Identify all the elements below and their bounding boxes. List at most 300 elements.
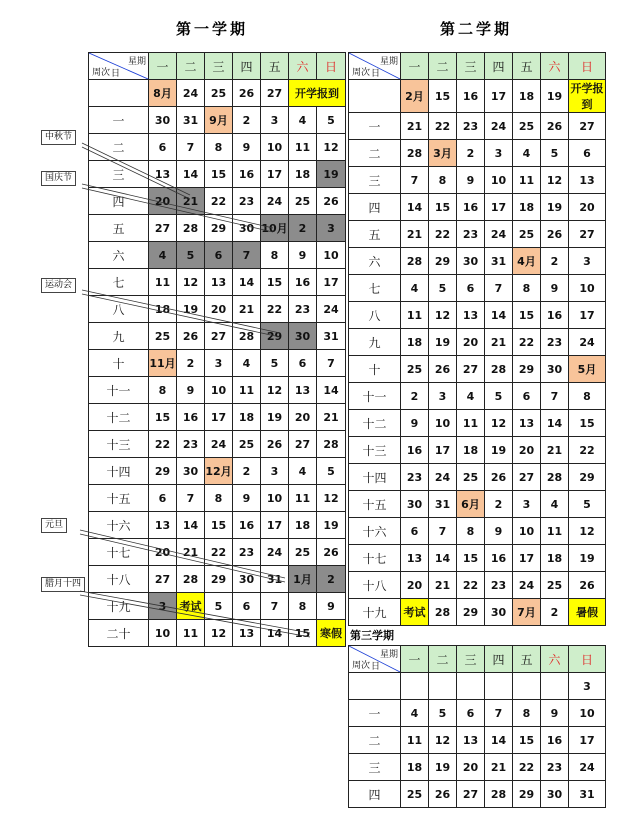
day-cell: 13 <box>205 269 233 296</box>
week-number: 六 <box>349 248 401 275</box>
day-cell: 4 <box>541 491 569 518</box>
weekday-header: 二 <box>177 53 205 80</box>
day-cell: 29 <box>429 248 457 275</box>
day-cell: 3月 <box>429 140 457 167</box>
day-cell: 18 <box>401 754 429 781</box>
day-cell: 19 <box>177 296 205 323</box>
day-cell: 20 <box>457 329 485 356</box>
day-cell: 18 <box>457 437 485 464</box>
day-cell: 9 <box>289 242 317 269</box>
day-cell: 11 <box>541 518 569 545</box>
day-cell: 13 <box>569 167 606 194</box>
day-cell: 15 <box>429 80 457 113</box>
day-cell: 27 <box>569 113 606 140</box>
day-cell: 26 <box>569 572 606 599</box>
weekday-header: 日 <box>569 53 606 80</box>
day-cell: 30 <box>401 491 429 518</box>
day-cell: 9月 <box>205 107 233 134</box>
week-number: 三 <box>349 167 401 194</box>
day-cell: 17 <box>485 194 513 221</box>
day-cell: 10 <box>485 167 513 194</box>
day-cell: 27 <box>261 80 289 107</box>
day-cell: 8 <box>513 275 541 302</box>
day-cell: 26 <box>261 431 289 458</box>
weekday-header: 三 <box>457 646 485 673</box>
day-cell: 10 <box>513 518 541 545</box>
day-cell: 14 <box>401 194 429 221</box>
week-number: 十二 <box>89 404 149 431</box>
corner-week: 周次 <box>92 68 111 78</box>
day-cell: 15 <box>513 302 541 329</box>
day-cell: 3 <box>261 107 289 134</box>
day-cell: 8月 <box>149 80 177 107</box>
day-cell: 6 <box>289 350 317 377</box>
day-cell: 3 <box>317 215 346 242</box>
day-cell: 6 <box>457 700 485 727</box>
week-number: 十五 <box>349 491 401 518</box>
day-cell: 26 <box>177 323 205 350</box>
day-cell: 2 <box>401 383 429 410</box>
day-cell: 7月 <box>513 599 541 626</box>
day-cell: 4 <box>149 242 177 269</box>
term2-title: 第二学期 <box>440 20 513 38</box>
corner-week: 周次 <box>352 661 371 671</box>
day-cell: 2 <box>177 350 205 377</box>
day-cell: 21 <box>177 539 205 566</box>
day-cell: 24 <box>569 754 606 781</box>
day-cell: 23 <box>485 572 513 599</box>
day-cell: 20 <box>205 296 233 323</box>
day-cell: 18 <box>289 512 317 539</box>
weekday-header: 三 <box>205 53 233 80</box>
day-cell: 15 <box>205 512 233 539</box>
day-cell: 6 <box>401 518 429 545</box>
weekday-header: 六 <box>541 646 569 673</box>
day-cell: 19 <box>317 161 346 188</box>
day-cell: 18 <box>513 80 541 113</box>
day-cell: 12 <box>317 485 346 512</box>
corner-day: 日 <box>371 662 381 672</box>
corner-weekday: 星期 <box>379 57 398 67</box>
weekday-header: 四 <box>485 646 513 673</box>
day-cell: 2 <box>289 215 317 242</box>
day-cell: 27 <box>457 356 485 383</box>
day-cell: 11 <box>289 485 317 512</box>
day-cell: 23 <box>457 113 485 140</box>
day-cell: 29 <box>513 356 541 383</box>
day-cell: 4 <box>457 383 485 410</box>
day-cell: 14 <box>261 620 289 647</box>
day-cell: 16 <box>541 302 569 329</box>
day-cell: 31 <box>317 323 346 350</box>
week-number: 五 <box>349 221 401 248</box>
week-number: 一 <box>349 113 401 140</box>
day-cell: 13 <box>149 161 177 188</box>
weekday-header: 二 <box>429 53 457 80</box>
day-cell: 3 <box>149 593 177 620</box>
day-cell: 4 <box>289 107 317 134</box>
day-cell: 12 <box>541 167 569 194</box>
week-number: 三 <box>349 754 401 781</box>
corner-weekday: 星期 <box>127 57 146 67</box>
day-cell: 26 <box>233 80 261 107</box>
day-cell: 7 <box>541 383 569 410</box>
week-number: 四 <box>89 188 149 215</box>
day-cell: 暑假 <box>569 599 606 626</box>
day-cell: 5 <box>429 275 457 302</box>
day-cell: 8 <box>205 485 233 512</box>
day-cell: 8 <box>569 383 606 410</box>
day-cell: 17 <box>261 512 289 539</box>
day-cell: 15 <box>457 545 485 572</box>
day-cell: 13 <box>457 302 485 329</box>
day-cell: 12 <box>485 410 513 437</box>
day-cell: 25 <box>401 781 429 808</box>
day-cell: 10 <box>317 242 346 269</box>
day-cell: 寒假 <box>317 620 346 647</box>
day-cell: 12 <box>429 302 457 329</box>
week-number: 三 <box>89 161 149 188</box>
week-number: 二 <box>349 140 401 167</box>
day-cell: 29 <box>149 458 177 485</box>
weekday-header: 五 <box>261 53 289 80</box>
week-number: 十四 <box>89 458 149 485</box>
day-cell: 31 <box>429 491 457 518</box>
day-cell: 7 <box>485 700 513 727</box>
day-cell: 29 <box>569 464 606 491</box>
day-cell: 9 <box>457 167 485 194</box>
day-cell: 9 <box>233 134 261 161</box>
day-cell: 1月 <box>289 566 317 593</box>
week-number: 十 <box>349 356 401 383</box>
day-cell: 20 <box>149 539 177 566</box>
day-cell: 6 <box>205 242 233 269</box>
day-cell: 24 <box>485 113 513 140</box>
day-cell: 23 <box>233 539 261 566</box>
day-cell: 12 <box>261 377 289 404</box>
day-cell: 15 <box>513 727 541 754</box>
day-cell: 26 <box>429 356 457 383</box>
day-cell: 3 <box>513 491 541 518</box>
day-cell: 11 <box>233 377 261 404</box>
day-cell: 11 <box>289 134 317 161</box>
day-cell: 5月 <box>569 356 606 383</box>
day-cell: 10 <box>569 275 606 302</box>
new-year-label: 元旦 <box>41 518 67 533</box>
day-cell: 13 <box>233 620 261 647</box>
day-cell: 13 <box>289 377 317 404</box>
day-cell: 14 <box>541 410 569 437</box>
day-cell: 30 <box>233 215 261 242</box>
day-cell: 22 <box>205 188 233 215</box>
day-cell: 8 <box>429 167 457 194</box>
day-cell: 19 <box>541 194 569 221</box>
weekday-header: 日 <box>569 646 606 673</box>
week-number: 十九 <box>349 599 401 626</box>
day-cell: 28 <box>485 356 513 383</box>
day-cell: 10 <box>429 410 457 437</box>
day-cell: 19 <box>429 329 457 356</box>
day-cell: 25 <box>289 539 317 566</box>
week-number: 十五 <box>89 485 149 512</box>
day-cell: 29 <box>513 781 541 808</box>
lunar-label: 腊月十四 <box>41 577 85 592</box>
day-cell: 2 <box>233 107 261 134</box>
day-cell: 17 <box>205 404 233 431</box>
week-number: 九 <box>89 323 149 350</box>
day-cell: 4 <box>401 700 429 727</box>
day-cell: 28 <box>541 464 569 491</box>
day-cell: 31 <box>569 781 606 808</box>
corner-week: 周次 <box>352 68 371 78</box>
day-cell: 5 <box>317 458 346 485</box>
weekday-header: 五 <box>513 53 541 80</box>
day-cell: 18 <box>289 161 317 188</box>
day-cell: 16 <box>541 727 569 754</box>
day-cell: 7 <box>401 167 429 194</box>
corner-day: 日 <box>371 69 381 79</box>
day-cell: 25 <box>401 356 429 383</box>
day-cell: 5 <box>205 593 233 620</box>
day-cell: 23 <box>541 329 569 356</box>
day-cell: 28 <box>429 599 457 626</box>
day-cell: 15 <box>205 161 233 188</box>
week-number: 七 <box>349 275 401 302</box>
day-cell: 6 <box>569 140 606 167</box>
day-cell: 16 <box>457 80 485 113</box>
day-cell: 5 <box>429 700 457 727</box>
day-cell: 28 <box>485 781 513 808</box>
week-number: 二 <box>349 727 401 754</box>
day-cell: 16 <box>233 161 261 188</box>
day-cell: 20 <box>401 572 429 599</box>
day-cell: 12月 <box>205 458 233 485</box>
week-number: 九 <box>349 329 401 356</box>
day-cell: 28 <box>177 566 205 593</box>
day-cell: 11 <box>149 269 177 296</box>
day-cell: 25 <box>457 464 485 491</box>
day-cell: 5 <box>485 383 513 410</box>
day-cell: 6 <box>513 383 541 410</box>
day-cell: 28 <box>401 140 429 167</box>
day-cell: 23 <box>289 296 317 323</box>
day-cell: 15 <box>261 269 289 296</box>
day-cell: 8 <box>289 593 317 620</box>
day-cell: 17 <box>317 269 346 296</box>
day-cell: 6月 <box>457 491 485 518</box>
day-cell: 12 <box>177 269 205 296</box>
weekday-header: 日 <box>317 53 346 80</box>
corner-day: 日 <box>111 69 121 79</box>
day-cell: 13 <box>149 512 177 539</box>
day-cell: 22 <box>513 754 541 781</box>
day-cell: 19 <box>569 545 606 572</box>
day-cell: 5 <box>177 242 205 269</box>
day-cell: 24 <box>513 572 541 599</box>
sports-day-label: 运动会 <box>41 278 76 293</box>
day-cell: 24 <box>569 329 606 356</box>
day-cell: 3 <box>569 673 606 700</box>
day-cell: 4 <box>233 350 261 377</box>
weekday-header: 四 <box>233 53 261 80</box>
week-number: 一 <box>349 700 401 727</box>
day-cell: 3 <box>569 248 606 275</box>
week-number: 四 <box>349 781 401 808</box>
day-cell: 20 <box>289 404 317 431</box>
day-cell: 22 <box>205 539 233 566</box>
week-number: 十七 <box>89 539 149 566</box>
day-cell: 14 <box>233 269 261 296</box>
term1-title: 第一学期 <box>176 20 249 38</box>
day-cell: 13 <box>513 410 541 437</box>
day-cell: 17 <box>261 161 289 188</box>
day-cell: 12 <box>317 134 346 161</box>
day-cell: 30 <box>177 458 205 485</box>
day-cell: 2 <box>485 491 513 518</box>
day-cell: 19 <box>261 404 289 431</box>
day-cell: 21 <box>401 221 429 248</box>
day-cell: 28 <box>177 215 205 242</box>
day-cell: 2月 <box>401 80 429 113</box>
national-day-label: 国庆节 <box>41 171 76 186</box>
day-cell: 2 <box>233 458 261 485</box>
day-cell: 21 <box>317 404 346 431</box>
day-cell: 7 <box>429 518 457 545</box>
day-cell: 10 <box>261 134 289 161</box>
day-cell: 9 <box>541 275 569 302</box>
day-cell: 25 <box>289 188 317 215</box>
day-cell: 9 <box>541 700 569 727</box>
day-cell: 21 <box>401 113 429 140</box>
week-number: 十三 <box>89 431 149 458</box>
day-cell: 7 <box>261 593 289 620</box>
week-number: 十 <box>89 350 149 377</box>
week-number: 七 <box>89 269 149 296</box>
day-cell: 18 <box>513 194 541 221</box>
day-cell: 9 <box>233 485 261 512</box>
day-cell: 17 <box>569 302 606 329</box>
day-cell: 27 <box>513 464 541 491</box>
day-cell: 8 <box>205 134 233 161</box>
day-cell: 30 <box>541 781 569 808</box>
day-cell: 8 <box>457 518 485 545</box>
day-cell: 7 <box>177 134 205 161</box>
weekday-header: 四 <box>485 53 513 80</box>
day-cell: 21 <box>233 296 261 323</box>
day-cell: 14 <box>485 302 513 329</box>
day-cell: 开学报到 <box>569 80 606 113</box>
day-cell: 14 <box>429 545 457 572</box>
week-number: 二 <box>89 134 149 161</box>
day-cell: 26 <box>541 221 569 248</box>
day-cell: 16 <box>401 437 429 464</box>
day-cell: 14 <box>177 512 205 539</box>
weekday-header: 一 <box>401 646 429 673</box>
day-cell: 24 <box>205 431 233 458</box>
day-cell: 18 <box>401 329 429 356</box>
day-cell: 23 <box>177 431 205 458</box>
day-cell: 11 <box>401 302 429 329</box>
day-cell: 11月 <box>149 350 177 377</box>
week-number: 十八 <box>89 566 149 593</box>
day-cell: 27 <box>457 781 485 808</box>
week-number: 十九 <box>89 593 149 620</box>
day-cell: 30 <box>149 107 177 134</box>
day-cell: 22 <box>429 221 457 248</box>
day-cell: 15 <box>429 194 457 221</box>
day-cell: 27 <box>149 566 177 593</box>
day-cell: 18 <box>541 545 569 572</box>
weekday-header: 一 <box>401 53 429 80</box>
day-cell: 26 <box>485 464 513 491</box>
term3-title: 第三学期 <box>350 629 394 642</box>
day-cell: 2 <box>457 140 485 167</box>
day-cell: 5 <box>317 107 346 134</box>
day-cell: 30 <box>485 599 513 626</box>
day-cell: 15 <box>289 620 317 647</box>
day-cell: 16 <box>233 512 261 539</box>
day-cell: 17 <box>513 545 541 572</box>
day-cell: 13 <box>401 545 429 572</box>
day-cell: 2 <box>541 599 569 626</box>
day-cell: 11 <box>177 620 205 647</box>
day-cell: 7 <box>485 275 513 302</box>
day-cell: 10 <box>205 377 233 404</box>
weekday-header: 五 <box>513 646 541 673</box>
day-cell: 4 <box>513 140 541 167</box>
day-cell: 6 <box>149 485 177 512</box>
day-cell: 25 <box>541 572 569 599</box>
week-number: 十八 <box>349 572 401 599</box>
week-number: 五 <box>89 215 149 242</box>
day-cell: 21 <box>485 329 513 356</box>
day-cell: 28 <box>233 323 261 350</box>
day-cell: 15 <box>569 410 606 437</box>
day-cell: 3 <box>429 383 457 410</box>
day-cell: 16 <box>177 404 205 431</box>
day-cell: 6 <box>233 593 261 620</box>
day-cell: 18 <box>149 296 177 323</box>
day-cell: 31 <box>177 107 205 134</box>
day-cell: 27 <box>569 221 606 248</box>
day-cell: 9 <box>177 377 205 404</box>
day-cell: 21 <box>429 572 457 599</box>
day-cell: 16 <box>289 269 317 296</box>
day-cell: 17 <box>429 437 457 464</box>
day-cell: 20 <box>513 437 541 464</box>
day-cell: 9 <box>401 410 429 437</box>
week-number: 四 <box>349 194 401 221</box>
day-cell: 20 <box>149 188 177 215</box>
day-cell: 5 <box>541 140 569 167</box>
day-cell: 25 <box>513 221 541 248</box>
day-cell: 23 <box>233 188 261 215</box>
day-cell: 10 <box>569 700 606 727</box>
day-cell: 22 <box>569 437 606 464</box>
day-cell: 29 <box>205 566 233 593</box>
day-cell: 20 <box>569 194 606 221</box>
day-cell: 21 <box>541 437 569 464</box>
day-cell: 18 <box>233 404 261 431</box>
day-cell: 6 <box>149 134 177 161</box>
day-cell: 11 <box>401 727 429 754</box>
week-number: 十三 <box>349 437 401 464</box>
week-number: 十二 <box>349 410 401 437</box>
day-cell: 28 <box>401 248 429 275</box>
day-cell: 25 <box>513 113 541 140</box>
week-number: 八 <box>89 296 149 323</box>
day-cell: 10 <box>261 485 289 512</box>
